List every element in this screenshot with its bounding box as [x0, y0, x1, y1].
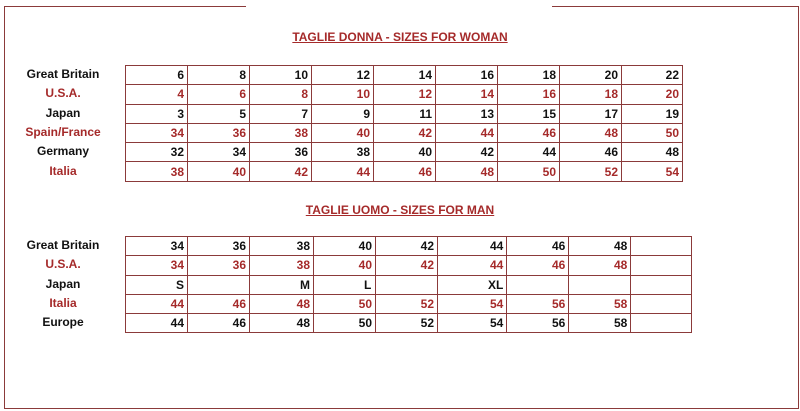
- size-cell: 40: [188, 162, 250, 181]
- row-label: U.S.A.: [45, 86, 81, 101]
- size-cell: 40: [314, 237, 376, 256]
- row-label: U.S.A.: [45, 257, 81, 272]
- size-cell: 14: [374, 66, 436, 85]
- man-sizes-title: TAGLIE UOMO - SIZES FOR MAN: [305, 203, 495, 217]
- size-cell: 19: [622, 104, 683, 123]
- size-cell: 18: [560, 85, 622, 104]
- size-cell: 36: [188, 256, 250, 275]
- row-label: Europe: [42, 315, 84, 330]
- man-size-table: [125, 236, 692, 333]
- size-cell: 34: [126, 256, 188, 275]
- size-cell: 10: [312, 85, 374, 104]
- size-cell: 8: [188, 66, 250, 85]
- size-cell: 52: [376, 314, 438, 333]
- size-cell: 52: [376, 294, 438, 313]
- size-cell: 54: [438, 294, 507, 313]
- table-row: [126, 162, 683, 181]
- size-cell: 46: [507, 256, 569, 275]
- size-cell: 16: [498, 85, 560, 104]
- size-cell: 52: [560, 162, 622, 181]
- size-cell: 38: [312, 143, 374, 162]
- size-cell: S: [126, 275, 188, 294]
- size-cell: L: [314, 275, 376, 294]
- row-label: Great Britain: [26, 238, 100, 252]
- size-cell: 38: [250, 256, 314, 275]
- table-row: [126, 256, 692, 275]
- row-label: Japan: [45, 105, 81, 120]
- size-cell: 50: [314, 294, 376, 313]
- size-cell: XL: [438, 275, 507, 294]
- size-cell: 10: [250, 66, 312, 85]
- size-cell: 34: [126, 237, 188, 256]
- size-cell: 44: [126, 314, 188, 333]
- size-cell: 54: [622, 162, 683, 181]
- size-cell: 9: [312, 104, 374, 123]
- size-cell: 5: [188, 104, 250, 123]
- size-cell: 46: [507, 237, 569, 256]
- size-cell: 44: [126, 294, 188, 313]
- size-cell: 38: [250, 123, 312, 142]
- size-cell: 58: [569, 294, 631, 313]
- table-row: [126, 66, 683, 85]
- row-label: Great Britain: [26, 67, 100, 81]
- size-cell: 36: [250, 143, 312, 162]
- size-cell: 48: [436, 162, 498, 181]
- size-cell: 48: [250, 294, 314, 313]
- size-cell: M: [250, 275, 314, 294]
- woman-sizes-title: TAGLIE DONNA - SIZES FOR WOMAN: [292, 30, 508, 44]
- size-cell: 3: [126, 104, 188, 123]
- size-cell: 44: [438, 237, 507, 256]
- size-cell: [569, 275, 631, 294]
- row-label: Spain/France: [25, 124, 101, 139]
- size-cell: 40: [314, 256, 376, 275]
- row-label: Italia: [49, 163, 77, 178]
- size-cell: [631, 314, 692, 333]
- size-cell: 40: [312, 123, 374, 142]
- size-cell: 42: [250, 162, 312, 181]
- size-cell: 7: [250, 104, 312, 123]
- table-row: [126, 237, 692, 256]
- size-cell: 48: [569, 256, 631, 275]
- size-cell: 36: [188, 123, 250, 142]
- size-cell: 17: [560, 104, 622, 123]
- size-cell: 14: [436, 85, 498, 104]
- size-cell: 44: [438, 256, 507, 275]
- size-cell: 48: [250, 314, 314, 333]
- size-cell: 6: [188, 85, 250, 104]
- size-cell: 50: [498, 162, 560, 181]
- size-cell: [631, 256, 692, 275]
- size-cell: 4: [126, 85, 188, 104]
- table-row: [126, 294, 692, 313]
- table-row: [126, 104, 683, 123]
- size-cell: 46: [498, 123, 560, 142]
- size-cell: 46: [374, 162, 436, 181]
- size-cell: 32: [126, 143, 188, 162]
- size-cell: 20: [560, 66, 622, 85]
- size-cell: 42: [374, 123, 436, 142]
- size-cell: 58: [569, 314, 631, 333]
- table-row: [126, 143, 683, 162]
- size-cell: 46: [188, 294, 250, 313]
- table-row: [126, 85, 683, 104]
- size-cell: [631, 275, 692, 294]
- size-cell: 50: [314, 314, 376, 333]
- size-cell: 20: [622, 85, 683, 104]
- size-cell: 34: [126, 123, 188, 142]
- size-cell: 42: [376, 237, 438, 256]
- size-cell: 56: [507, 314, 569, 333]
- size-cell: [507, 275, 569, 294]
- size-cell: 50: [622, 123, 683, 142]
- size-cell: 48: [569, 237, 631, 256]
- size-cell: [631, 237, 692, 256]
- size-cell: 34: [188, 143, 250, 162]
- size-cell: 18: [498, 66, 560, 85]
- size-cell: [631, 294, 692, 313]
- row-label: Germany: [36, 144, 90, 159]
- size-cell: 12: [374, 85, 436, 104]
- size-cell: 15: [498, 104, 560, 123]
- table-row: [126, 123, 683, 142]
- size-cell: [188, 275, 250, 294]
- size-cell: 13: [436, 104, 498, 123]
- woman-size-table: [125, 65, 683, 182]
- size-cell: 6: [126, 66, 188, 85]
- size-cell: 8: [250, 85, 312, 104]
- table-row: [126, 275, 692, 294]
- size-cell: [376, 275, 438, 294]
- size-cell: 44: [436, 123, 498, 142]
- size-cell: 22: [622, 66, 683, 85]
- size-cell: 11: [374, 104, 436, 123]
- frame-gap: [246, 5, 552, 9]
- size-cell: 46: [188, 314, 250, 333]
- size-cell: 42: [376, 256, 438, 275]
- row-label: Japan: [45, 276, 81, 291]
- row-label: Italia: [49, 295, 77, 310]
- size-cell: 48: [560, 123, 622, 142]
- size-cell: 38: [250, 237, 314, 256]
- size-cell: 56: [507, 294, 569, 313]
- size-cell: 16: [436, 66, 498, 85]
- size-cell: 44: [312, 162, 374, 181]
- table-row: [126, 314, 692, 333]
- size-cell: 36: [188, 237, 250, 256]
- size-cell: 48: [622, 143, 683, 162]
- size-cell: 12: [312, 66, 374, 85]
- size-cell: 46: [560, 143, 622, 162]
- size-cell: 44: [498, 143, 560, 162]
- size-cell: 40: [374, 143, 436, 162]
- size-cell: 38: [126, 162, 188, 181]
- size-cell: 54: [438, 314, 507, 333]
- size-cell: 42: [436, 143, 498, 162]
